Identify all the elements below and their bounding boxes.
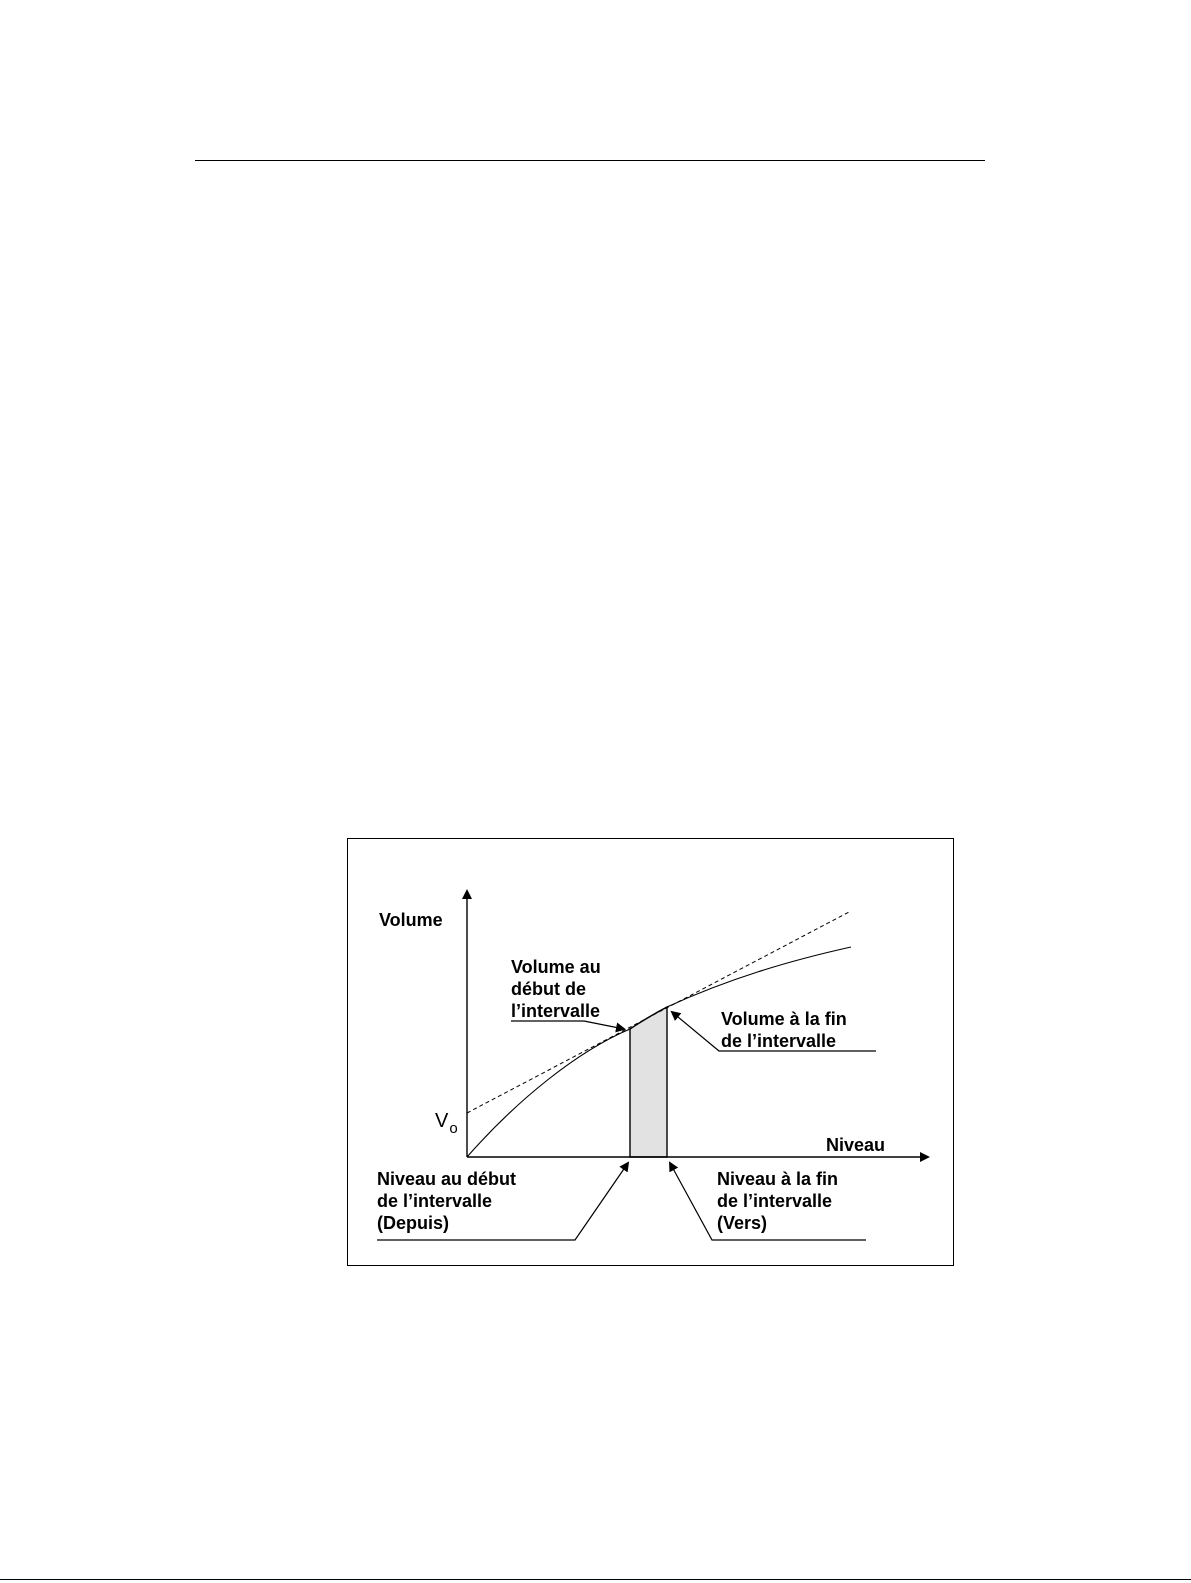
footer-rule xyxy=(0,1579,1191,1580)
volume-start-leader-line xyxy=(511,1021,624,1029)
interval-shaded-area xyxy=(630,1007,667,1157)
level-start-label: Niveau au début de l’intervalle (Depuis) xyxy=(377,1169,517,1233)
level-end-label: Niveau à la fin de l’intervalle (Vers) xyxy=(717,1169,839,1233)
volume-end-label: Volume à la fin de l’intervalle xyxy=(721,1009,847,1051)
volume-level-diagram xyxy=(348,839,955,1267)
intercept-label: $V_o$ xyxy=(435,1110,458,1137)
volume-start-label: Volume au début de l’intervalle xyxy=(511,957,601,1021)
x-axis-label: Niveau xyxy=(826,1135,886,1155)
header-rule xyxy=(195,160,985,161)
y-axis-label: Volume xyxy=(379,910,443,930)
figure-frame xyxy=(347,838,954,1266)
